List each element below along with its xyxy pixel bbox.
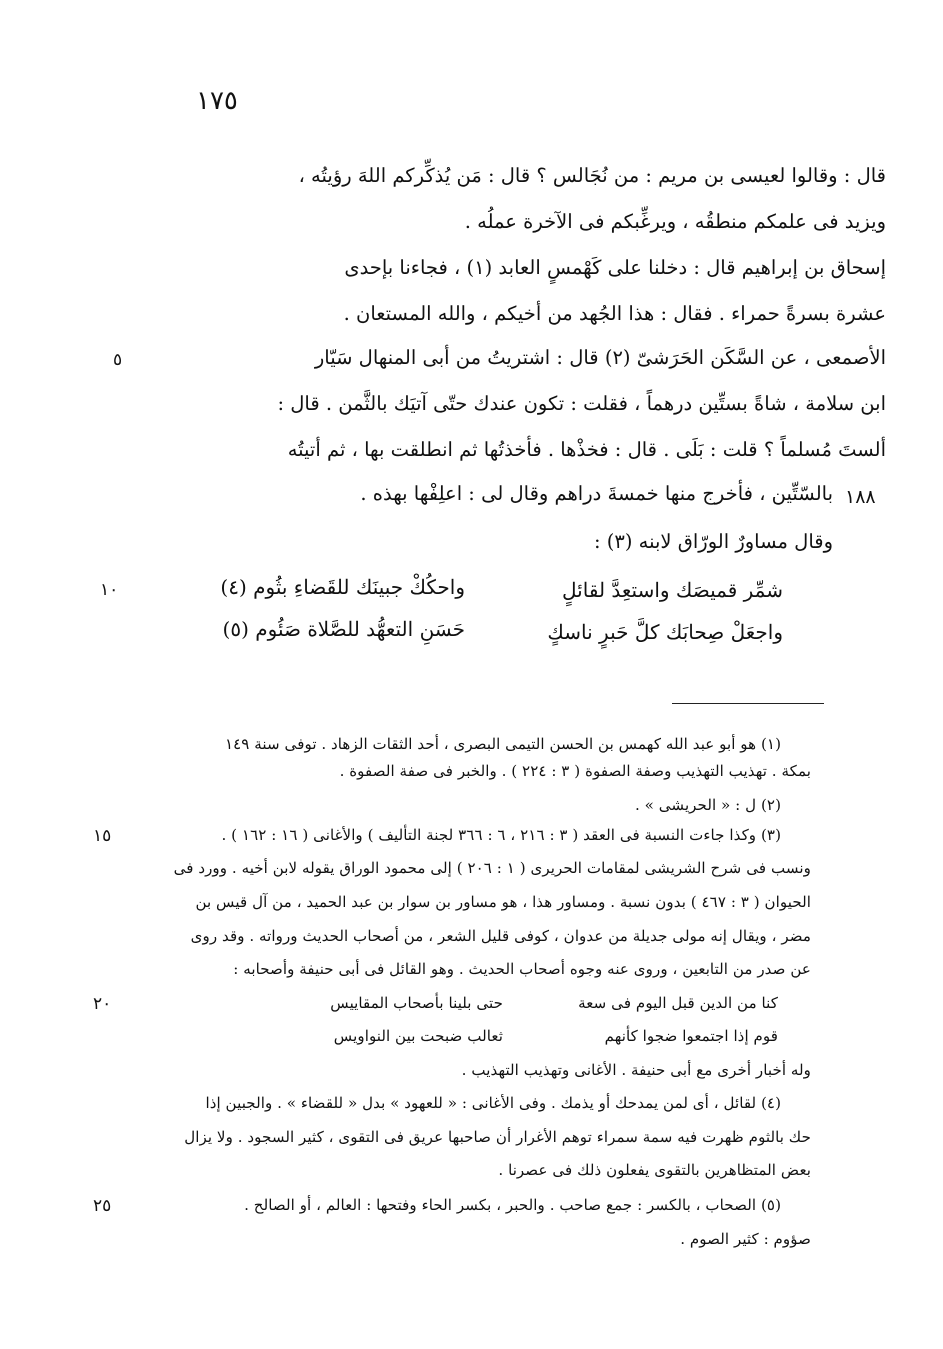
verse-2-right-hemistich: واجعَلْ صِحابَك كلَّ حَبرٍ ناسكٍ xyxy=(547,620,783,644)
main-line-8: بالسّتِّين ، فأخرج منها خمسةَ دراهم وقال لى : اعلِفْها بهذه . xyxy=(360,482,833,505)
footnote-line-12: بعض المتظاهرين بالتقوى يفعلون ذلك فى عصرنا . xyxy=(498,1161,811,1179)
footnote-line-6: الحيوان ( ٣ : ٤٦٧ ) بدون نسبة . ومساور هذا ، هو مساور بن سوار بن عبد الحميد ، من آل قيس بن xyxy=(195,893,811,911)
main-line-6: ابن سلامة ، شاةً بستِّين درهماً ، فقلت : تكون عندك حتّى آتيَك بالثَّمن . قال : xyxy=(277,392,886,415)
main-line-7: ألستَ مُسلماً ؟ قلت : بَلَى . قال : فخذْها . فأخذتُها ثم انطلقت بها ، ثم أتيتُه xyxy=(287,438,886,461)
footnote-line-14: صؤوم : كثير الصوم . xyxy=(680,1230,811,1248)
main-line-9: وقال مساورٌ الورّاق لابنه (٣) : xyxy=(593,530,833,553)
footnote-line-11: حك بالثوم ظهرت فيه سمة سمراء توهم الأغرار أن صاحبها عريق فى التقوى ، كثير السجود . ولا يزال xyxy=(184,1128,811,1146)
footnote-separator xyxy=(672,703,824,704)
footnote-verse-2-left: ثعالب ضبحت بين النواويس xyxy=(333,1027,503,1045)
main-line-3: إسحاق بن إبراهيم قال : دخلنا على كَهْمسٍ العابد (١) ، فجاءنا بإحدى xyxy=(344,256,886,279)
main-line-1: قال : وقالوا لعيسى بن مريم : من نُجَالس ؟ قال : مَن يُذكِّركم اللهَ رؤيتُه ، xyxy=(298,164,886,187)
footnote-verse-1-right: كنا من الدين قبل اليوم فى سعة xyxy=(578,994,778,1012)
verse-1-left-hemistich: واحكُكْ جبينَك للقَضاءِ بثُوم (٤) xyxy=(220,575,465,599)
margin-line-number-25: ٢٥ xyxy=(93,1196,112,1216)
footnote-line-4: (٣) وكذا جاءت النسبة فى العقد ( ٣ : ٢١٦ ، ٦ : ٣٦٦ لجنة التأليف ) والأغانى ( ١٦ : ١٦٢ ) . xyxy=(221,826,781,844)
footnote-line-8: عن صدر من التابعين ، وروى عنه وجوه أصحاب الحديث . وهو القائل فى أبى حنيفة وأصحابه : xyxy=(233,960,811,978)
main-line-4: عشرة بسرةً حمراء . فقال : هذا الجُهد من أخيكم ، والله المستعان . xyxy=(343,302,886,325)
footnote-line-5: ونسب فى شرح الشريشى لمقامات الحريرى ( ١ : ٢٠٦ ) إلى محمود الوراق يقوله لابن أخيه . وورد فى xyxy=(173,859,811,877)
footnote-line-10: (٤) لقائل ، أى لمن يمدحك أو يذمك . وفى الأغانى : « للعهود » بدل « للقضاء » . والجبين إذا xyxy=(205,1094,781,1112)
margin-line-number-5: ٥ xyxy=(113,350,123,370)
footnote-line-3: (٢) ل : « الحريشى » . xyxy=(634,796,781,814)
verse-1-right-hemistich: شمِّر قميصَك واستعِدَّ لقائلٍ xyxy=(562,578,783,602)
margin-line-number-20: ٢٠ xyxy=(93,994,112,1014)
main-line-5: الأصمعى ، عن السَّكَن الحَرَشىّ (٢) قال : اشتريتُ من أبى المنهال سَيّار xyxy=(314,346,886,369)
margin-source-page-number: ١٨٨ xyxy=(845,486,876,508)
footnote-line-2: بمكة . تهذيب التهذيب وصفة الصفوة ( ٣ : ٢٢٤ ) . والخبر فى صفة الصفوة . xyxy=(339,762,811,780)
margin-line-number-15: ١٥ xyxy=(93,826,112,846)
margin-line-number-10: ١٠ xyxy=(100,580,119,600)
footnote-line-13: (٥) الصحاب ، بالكسر : جمع صاحب . والحبر ، بكسر الحاء وفتحها : العالم ، أو الصالح . xyxy=(244,1196,781,1214)
page-number: ١٧٥ xyxy=(196,86,238,116)
main-line-2: ويزيد فى علمكم منطقُه ، ويرغِّبكم فى الآخرة عملُه . xyxy=(464,210,886,233)
footnote-line-1: (١) هو أبو عبد الله كهمس بن الحسن التيمى البصرى ، أحد الثقات الزهاد . توفى سنة ١٤٩ xyxy=(224,735,781,753)
footnote-verse-2-right: قوم إذا اجتمعوا ضجوا كأنهم xyxy=(604,1027,778,1045)
footnote-verse-1-left: حتى بلينا بأصحاب المقاييس xyxy=(330,994,503,1012)
verse-2-left-hemistich: حَسَنِ التعهُّد للصَّلاة صَئُوم (٥) xyxy=(222,617,465,641)
footnote-line-9: وله أخبار أخرى مع أبى حنيفة . الأغانى وتهذيب التهذيب . xyxy=(461,1061,811,1079)
footnote-line-7: مضر ، ويقال إنه مولى جديلة من عدوان ، كوفى قليل الشعر ، من أصحاب الحديث ورواته . وقد روى xyxy=(190,927,811,945)
